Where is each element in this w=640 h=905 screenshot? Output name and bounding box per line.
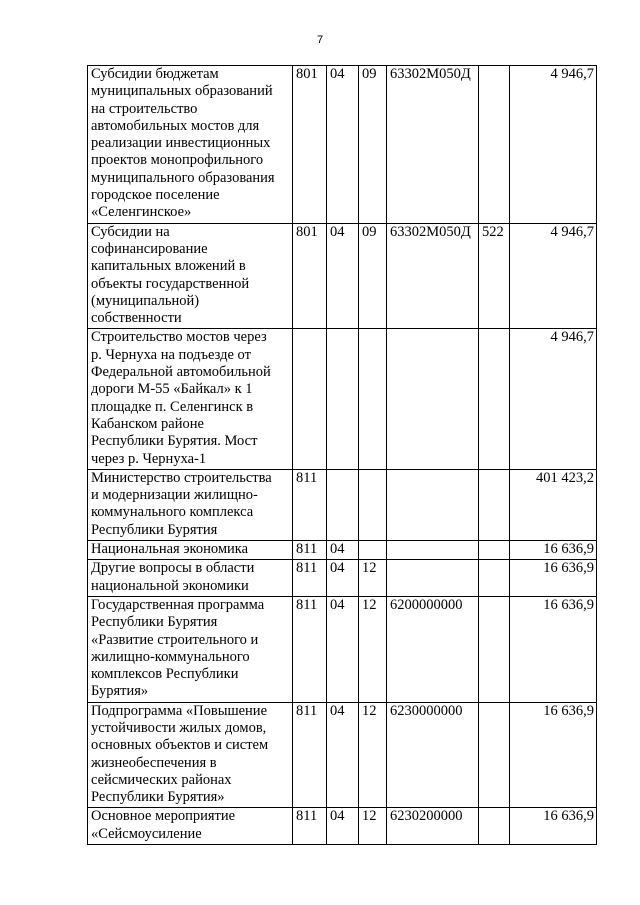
expense-type-cell xyxy=(479,702,510,808)
page-number: 7 xyxy=(316,34,324,46)
amount-cell: 16 636,9 xyxy=(510,560,597,597)
section-code-cell: 04 xyxy=(327,596,359,702)
amount-cell: 4 946,7 xyxy=(510,66,597,224)
section-code-cell: 04 xyxy=(327,66,359,224)
amount-cell: 4 946,7 xyxy=(510,223,597,329)
table-row xyxy=(88,702,597,808)
row-name-cell: Государственная программа Республики Бурятия «Развитие строительного и жилищно-коммунального комплексов Республики Бурятия» xyxy=(88,596,293,702)
expense-type-cell xyxy=(479,469,510,540)
expense-type-cell xyxy=(479,596,510,702)
target-article-cell: 6200000000 xyxy=(387,596,479,702)
subsection-code-cell: 09 xyxy=(359,66,387,224)
target-article-cell xyxy=(387,329,479,469)
amount-cell: 16 636,9 xyxy=(510,702,597,808)
expense-type-cell xyxy=(479,808,510,845)
ministry-code-cell: 811 xyxy=(293,596,327,702)
row-name-cell: Другие вопросы в области национальной экономики xyxy=(88,560,293,597)
amount-cell: 16 636,9 xyxy=(510,596,597,702)
row-name-cell: Строительство мостов через р. Чернуха на подъезде от Федеральной автомобильной дороги М-55 «Байкал» к 1 площадке п. Селенгинск в Кабанском районе Республики Бурятия. Мост через р. Чернуха-1 xyxy=(88,329,293,469)
section-code-cell: 04 xyxy=(327,560,359,597)
subsection-code-cell: 12 xyxy=(359,808,387,845)
target-article-cell: 6230200000 xyxy=(387,808,479,845)
table-row xyxy=(88,66,597,224)
table-row xyxy=(88,223,597,329)
ministry-code-cell: 811 xyxy=(293,808,327,845)
subsection-code-cell xyxy=(359,329,387,469)
subsection-code-cell: 12 xyxy=(359,560,387,597)
section-code-cell: 04 xyxy=(327,702,359,808)
amount-cell: 401 423,2 xyxy=(510,469,597,540)
subsection-code-cell xyxy=(359,469,387,540)
table-row xyxy=(88,808,597,845)
subsection-code-cell: 12 xyxy=(359,702,387,808)
target-article-cell xyxy=(387,541,479,560)
expense-type-cell: 522 xyxy=(479,223,510,329)
subsection-code-cell: 12 xyxy=(359,596,387,702)
subsection-code-cell xyxy=(359,541,387,560)
budget-table xyxy=(87,65,597,845)
ministry-code-cell: 811 xyxy=(293,541,327,560)
row-name-cell: Субсидии бюджетам муниципальных образований на строительство автомобильных мостов для реализации инвестиционных проектов монопрофильного муниципального образования городское поселение «Селенгинское» xyxy=(88,66,293,224)
table-row xyxy=(88,329,597,469)
table-row xyxy=(88,596,597,702)
table-row xyxy=(88,469,597,540)
target-article-cell xyxy=(387,469,479,540)
table-row xyxy=(88,560,597,597)
expense-type-cell xyxy=(479,541,510,560)
ministry-code-cell xyxy=(293,329,327,469)
ministry-code-cell: 811 xyxy=(293,560,327,597)
amount-cell: 16 636,9 xyxy=(510,541,597,560)
section-code-cell: 04 xyxy=(327,808,359,845)
section-code-cell xyxy=(327,329,359,469)
row-name-cell: Национальная экономика xyxy=(88,541,293,560)
target-article-cell xyxy=(387,560,479,597)
amount-cell: 16 636,9 xyxy=(510,808,597,845)
target-article-cell: 63302М050Д xyxy=(387,223,479,329)
expense-type-cell xyxy=(479,66,510,224)
target-article-cell: 6230000000 xyxy=(387,702,479,808)
table-row xyxy=(88,541,597,560)
ministry-code-cell: 811 xyxy=(293,702,327,808)
section-code-cell: 04 xyxy=(327,223,359,329)
expense-type-cell xyxy=(479,560,510,597)
amount-cell: 4 946,7 xyxy=(510,329,597,469)
row-name-cell: Подпрограмма «Повышение устойчивости жилых домов, основных объектов и систем жизнеобеспечения в сейсмических районах Республики Бурятия» xyxy=(88,702,293,808)
row-name-cell: Основное мероприятие «Сейсмоусиление xyxy=(88,808,293,845)
ministry-code-cell: 811 xyxy=(293,469,327,540)
subsection-code-cell: 09 xyxy=(359,223,387,329)
row-name-cell: Субсидии на софинансирование капитальных вложений в объекты государственной (муниципальной) собственности xyxy=(88,223,293,329)
target-article-cell: 63302М050Д xyxy=(387,66,479,224)
ministry-code-cell: 801 xyxy=(293,223,327,329)
row-name-cell: Министерство строительства и модернизации жилищно- коммунального комплекса Республики Бурятия xyxy=(88,469,293,540)
section-code-cell xyxy=(327,469,359,540)
ministry-code-cell: 801 xyxy=(293,66,327,224)
expense-type-cell xyxy=(479,329,510,469)
section-code-cell: 04 xyxy=(327,541,359,560)
